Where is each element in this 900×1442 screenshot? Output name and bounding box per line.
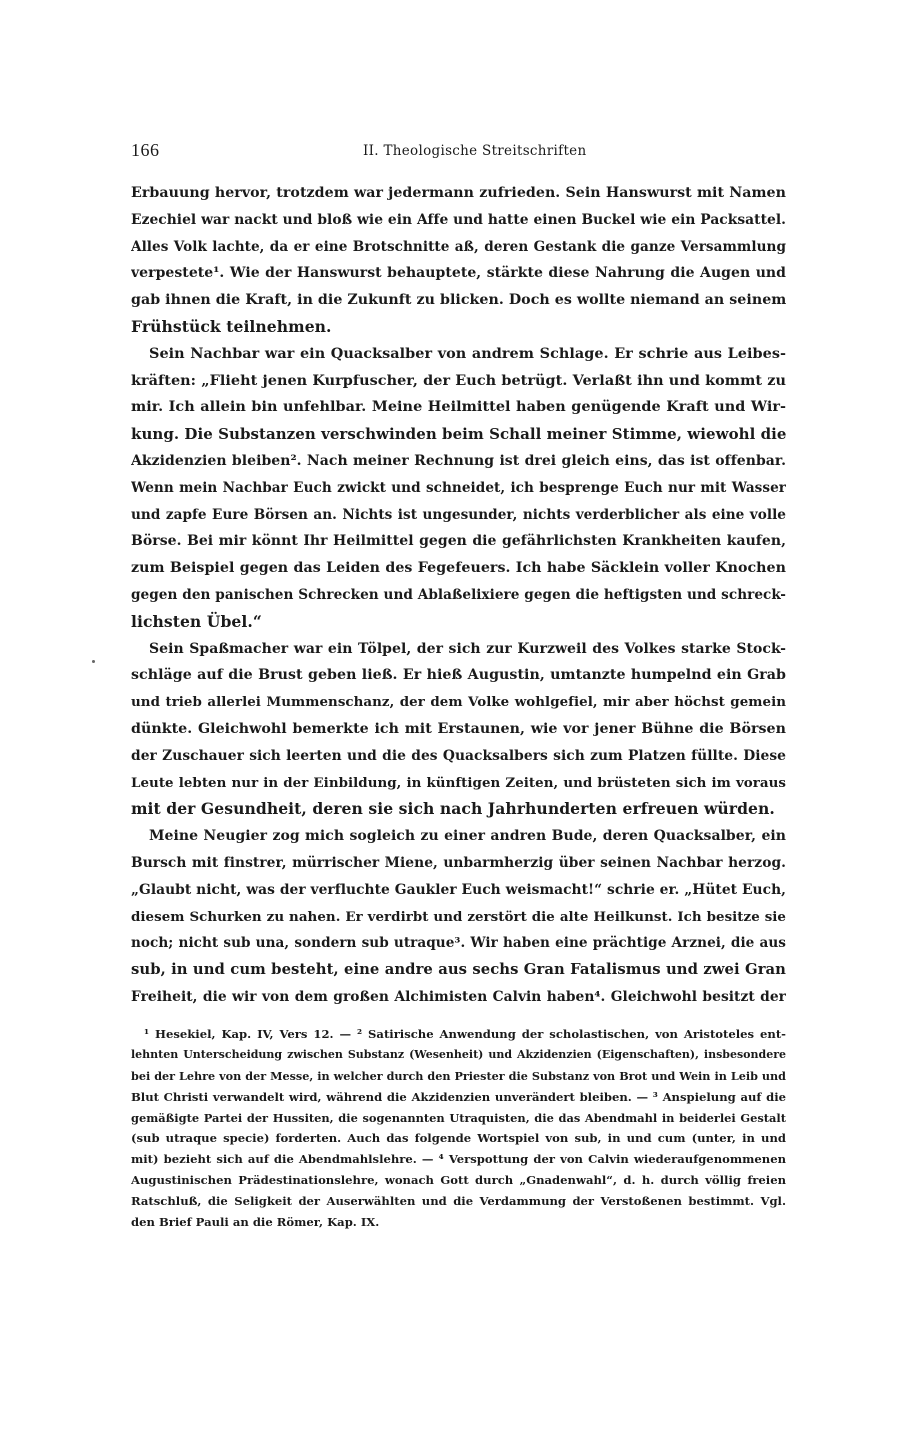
text-line: Alles Volk lachte, da er eine Brotschnitte aß, deren Gestank die ganze Versammlung (131, 238, 786, 255)
text-line: Bursch mit finstrer, mürrischer Miene, unbarmherzig über seinen Nachbar herzog. (131, 854, 786, 871)
footnote-line: Blut Christi verwandelt wird, während die Akzidenzien unverändert bleiben. — ³ Anspielung auf die (131, 1089, 786, 1104)
footnotes (131, 1024, 786, 1233)
text-line: kräften: „Flieht jenen Kurpfuscher, der Euch betrügt. Verlaßt ihn und kommt zu (131, 371, 786, 389)
footnote-line: lehnten Unterscheidung zwischen Substanz (Wesenheit) und Akzidenzien (Eigenschaften), insbesondere (131, 1047, 786, 1061)
text-line: und trieb allerlei Mummenschanz, der dem Volke wohlgefiel, mir aber höchst gemein (131, 694, 786, 711)
footnote-line: bei der Lehre von der Messe, in welcher durch den Priester die Substanz von Brot und Wein in Leib und (131, 1068, 786, 1083)
footnote-line: den Brief Pauli an die Römer, Kap. IX. (131, 1215, 380, 1230)
footnote-line: ¹ Hesekiel, Kap. IV, Vers 12. — ² Satirische Anwendung der scholastischen, von Aristoteles ent- (144, 1027, 786, 1041)
text-line: Freiheit, die wir von dem großen Alchimisten Calvin haben⁴. Gleichwohl besitzt der (131, 988, 786, 1005)
text-line: Sein Nachbar war ein Quacksalber von andrem Schlage. Er schrie aus Leibes- (149, 344, 786, 362)
footnote-line: Augustinischen Prädestinationslehre, wonach Gott durch „Gnadenwahl“, d. h. durch völlig freien (131, 1173, 786, 1188)
text-line: sub, in und cum besteht, eine andre aus sechs Gran Fatalismus und zwei Gran (131, 961, 786, 979)
text-line: lichsten Übel.“ (131, 611, 262, 631)
running-head (131, 140, 786, 166)
text-line: Wenn mein Nachbar Euch zwickt und schneidet, ich besprenge Euch nur mit Wasser (131, 479, 786, 496)
text-line: dünkte. Gleichwohl bemerkte ich mit Erstaunen, wie vor jener Bühne die Börsen (131, 720, 786, 737)
text-line: Akzidenzien bleiben². Nach meiner Rechnung ist drei gleich eins, das ist offenbar. (131, 452, 786, 469)
text-line: kung. Die Substanzen verschwinden beim Schall meiner Stimme, wiewohl die (131, 425, 786, 444)
page-number: 166 (131, 140, 160, 160)
text-line: Meine Neugier zog mich sogleich zu einer andren Bude, deren Quacksalber, ein (149, 828, 786, 845)
text-line: gegen den panischen Schrecken und Ablaßelixiere gegen die heftigsten und schreck- (131, 586, 786, 603)
text-line: Erbauung hervor, trotzdem war jedermann zufrieden. Sein Hanswurst mit Namen (131, 185, 786, 201)
text-line: Sein Spaßmacher war ein Tölpel, der sich zur Kurzweil des Volkes starke Stock- (149, 640, 786, 657)
text-line: Börse. Bei mir könnt Ihr Heilmittel gegen die gefährlichsten Krankheiten kaufen, (131, 533, 786, 550)
text-line: und zapfe Eure Börsen an. Nichts ist ungesunder, nichts verderblicher als eine volle (131, 506, 786, 523)
text-line: der Zuschauer sich leerten und die des Quacksalbers sich zum Platzen füllte. Diese (131, 747, 786, 764)
text-line: diesem Schurken zu nahen. Er verdirbt und zerstört die alte Heilkunst. Ich besitze sie (131, 908, 786, 925)
running-title: II. Theologische Streitschriften (363, 143, 587, 159)
text-line: Frühstück teilnehmen. (131, 316, 332, 336)
text-line: Leute lebten nur in der Einbildung, in künftigen Zeiten, und brüsteten sich im voraus (131, 774, 786, 791)
text-line: „Glaubt nicht, was der verfluchte Gaukler Euch weismacht!“ schrie er. „Hütet Euch, (131, 881, 786, 898)
text-line: gab ihnen die Kraft, in die Zukunft zu blicken. Doch es wollte niemand an seinem (131, 292, 786, 309)
footnote-line: Ratschluß, die Seligkeit der Auserwählten und die Verdammung der Verstoßenen bestimmt. Vgl. (131, 1194, 786, 1209)
text-line: schläge auf die Brust geben ließ. Er hieß Augustin, umtanzte humpelnd ein Grab (131, 667, 786, 684)
text-line: mir. Ich allein bin unfehlbar. Meine Heilmittel haben genügende Kraft und Wir- (131, 398, 786, 416)
footnote-line: gemäßigte Partei der Hussiten, die sogenannten Utraquisten, die das Abendmahl in beiderlei Gestalt (131, 1110, 786, 1125)
footnote-line: mit) bezieht sich auf die Abendmahlslehre. — ⁴ Verspottung der von Calvin wiederaufgenommenen (131, 1152, 786, 1167)
body-text (131, 180, 786, 1011)
text-line: Ezechiel war nackt und bloß wie ein Affe und hatte einen Buckel wie ein Packsattel. (131, 211, 786, 228)
margin-mark (92, 660, 95, 663)
text-line: noch; nicht sub una, sondern sub utraque³. Wir haben eine prächtige Arznei, die aus (131, 935, 786, 952)
footnote-line: (sub utraque specie) forderten. Auch das folgende Wortspiel von sub, in und cum (unter, in und (131, 1131, 786, 1146)
text-line: mit der Gesundheit, deren sie sich nach Jahrhunderten erfreuen würden. (131, 799, 775, 819)
text-line: zum Beispiel gegen das Leiden des Fegefeuers. Ich habe Säcklein voller Knochen (131, 560, 786, 577)
text-line: verpestete¹. Wie der Hanswurst behauptete, stärkte diese Nahrung die Augen und (131, 265, 786, 282)
